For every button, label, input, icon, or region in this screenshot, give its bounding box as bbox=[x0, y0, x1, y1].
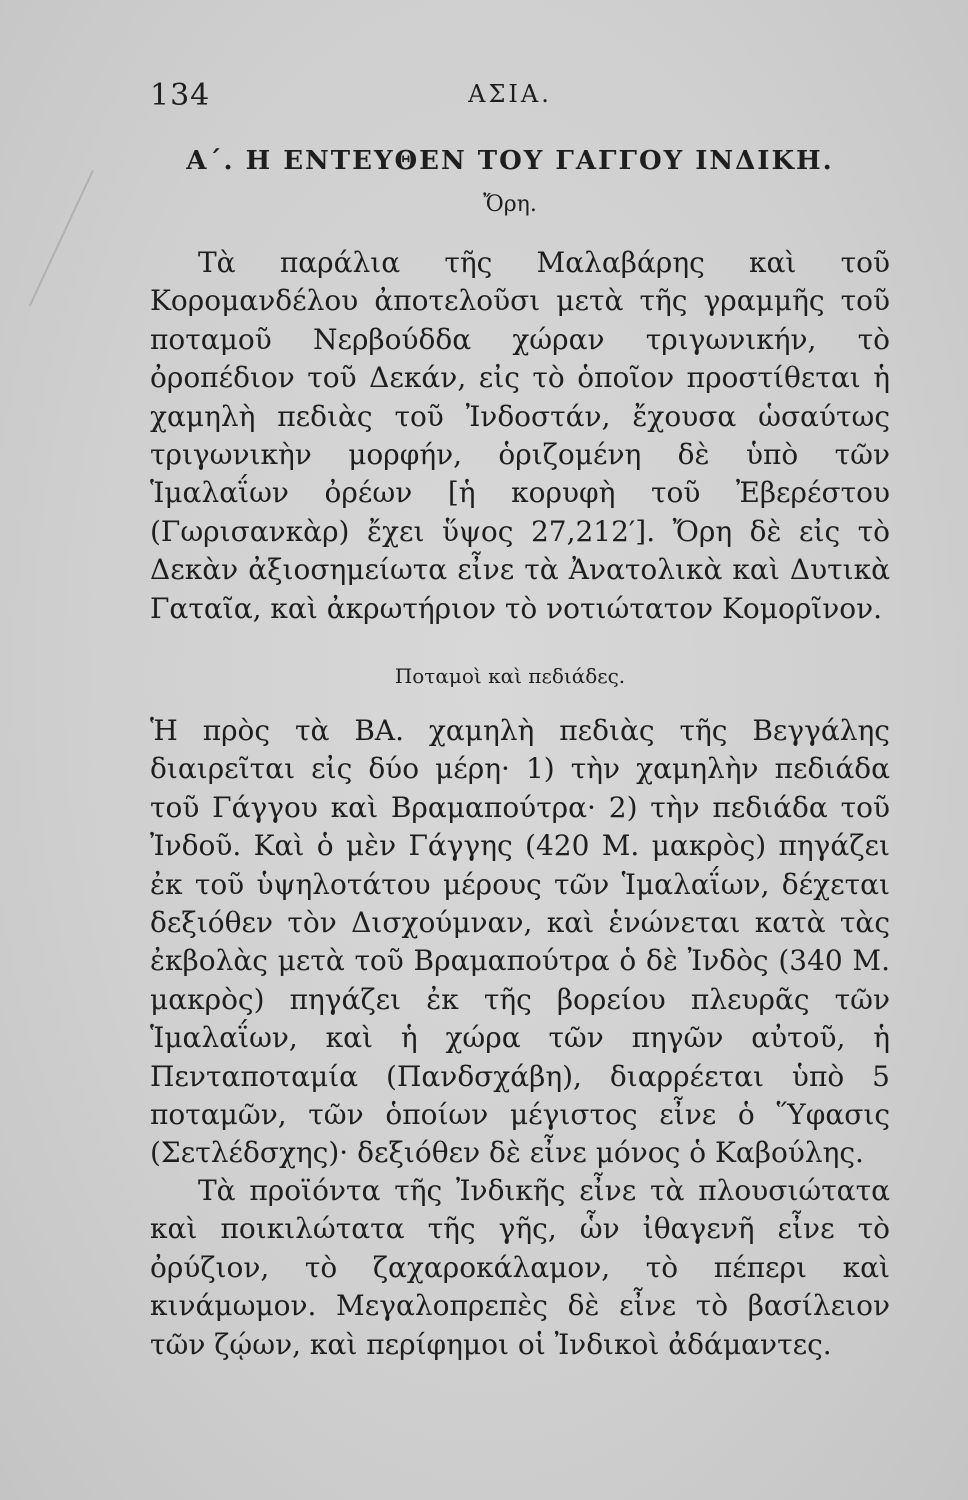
page-header bbox=[150, 78, 870, 118]
section-heading-mountains: Ὄρη. bbox=[483, 192, 537, 217]
paragraph-products: Τὰ προϊόντα τῆς Ἰνδικῆς εἶνε τὰ πλουσιώτατα καὶ ποικιλώτατα τῆς γῆς, ὧν ἰθαγενῆ εἶνε τὸ ὀρύζιον, τὸ ζαχαροκάλαμον, τὸ πέπερι καὶ κινάμωμον. Μεγαλοπρεπὲς δὲ εἶνε τὸ βασίλειον τῶν ζῴων, καὶ περίφημοι οἱ Ἰνδικοὶ ἀδάμαντες. bbox=[150, 1174, 890, 1361]
section-heading-rivers: Ποταμοὶ καὶ πεδιάδες. bbox=[394, 664, 626, 688]
chapter-title: Α΄. Η ΕΝΤΕΥΘΕΝ ΤΟΥ ΓΑΓΓΟΥ ΙΝΔΙΚΗ. bbox=[186, 146, 834, 176]
margin-pencil-mark bbox=[29, 170, 94, 307]
running-head: ΑΣΙΑ. bbox=[468, 80, 552, 108]
page-number: 134 bbox=[150, 78, 211, 113]
paragraph-mountains: Τὰ παράλια τῆς Μαλαβάρης καὶ τοῦ Κορομανδέλου ἀποτελοῦσι μετὰ τῆς γραμμῆς τοῦ ποταμοῦ Νερβούδδα χώραν τριγωνικήν, τὸ ὀροπέδιον τοῦ Δεκάν, εἰς τὸ ὁποῖον προστίθεται ἡ χαμηλὴ πεδιὰς τοῦ Ἰνδοστάν, ἔχουσα ὡσαύτως τριγωνικὴν μορφήν, ὁριζομένη δὲ ὑπὸ τῶν Ἱμαλαΐων ὀρέων [ἡ κορυφὴ τοῦ Ἐβερέστου (Γωρισανκὰρ) ἔχει ὕψος 27,212′]. Ὄρη δὲ εἰς τὸ Δεκὰν ἀξιοσημείωτα εἶνε τὰ Ἀνατολικὰ καὶ Δυτικὰ Γαταῖα, καὶ ἀκρωτήριον τὸ νοτιώτατον Κομορῖνον. bbox=[150, 246, 890, 625]
paragraph-rivers: Ἡ πρὸς τὰ ΒΑ. χαμηλὴ πεδιὰς τῆς Βεγγάλης διαιρεῖται εἰς δύο μέρη· 1) τὴν χαμηλὴν πεδιάδα τοῦ Γάγγου καὶ Βραμαπούτρα· 2) τὴν πεδιάδα τοῦ Ἰνδοῦ. Καὶ ὁ μὲν Γάγγης (420 Μ. μακρὸς) πηγάζει ἐκ τοῦ ὑψηλοτάτου μέρους τῶν Ἱμαλαΐων, δέχεται δεξιόθεν τὸν Δισχούμναν, καὶ ἑνώνεται κατὰ τὰς ἐκβολὰς μετὰ τοῦ Βραμαπούτρα ὁ δὲ Ἰνδὸς (340 Μ. μακρὸς) πηγάζει ἐκ τῆς βορείου πλευρᾶς τῶν Ἱμαλαΐων, καὶ ἡ χώρα τῶν πηγῶν αὐτοῦ, ἡ Πενταποταμία (Πανδσχάβη), διαρρέεται ὑπὸ 5 ποταμῶν, τῶν ὁποίων μέγιστος εἶνε ὁ Ὕφασις (Σετλέδσχης)· δεξιόθεν δὲ εἶνε μόνος ὁ Καβούλης. bbox=[150, 714, 890, 1170]
